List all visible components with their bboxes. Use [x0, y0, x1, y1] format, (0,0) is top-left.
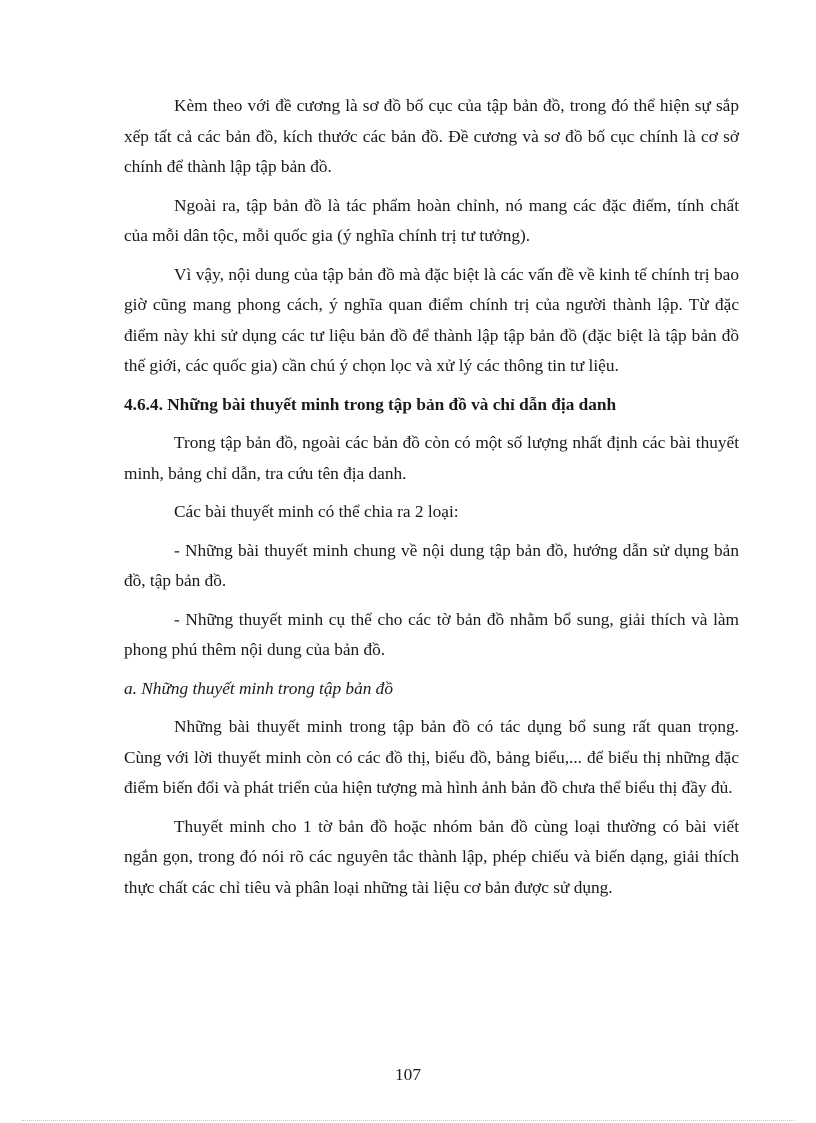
paragraph-two-types: Các bài thuyết minh có thể chia ra 2 loại: [174, 502, 459, 521]
paragraph-explanation-sheet: Thuyết minh cho 1 tờ bản đồ hoặc nhóm bản đồ cùng loại thường có bài viết ngắn gọn, trong đó nói rõ các nguyên tắc thành lập, phép chiếu và biến dạng, giải thích thực chất các chỉ tiêu và phân loại những tài liệu cơ bản được sử dụng. [124, 816, 739, 897]
paragraph-atlas-character: Ngoài ra, tập bản đồ là tác phẩm hoàn chỉnh, nó mang các đặc điểm, tính chất của mỗi dân tộc, mỗi quốc gia (ý nghĩa chính trị tư tưởng). [124, 195, 739, 245]
paragraph-explanation-role: Những bài thuyết minh trong tập bản đồ có tác dụng bổ sung rất quan trọng. Cùng với lời thuyết minh còn có các đồ thị, biểu đồ, bảng biểu,... để biểu thị những đặc điểm biến đổi và phát triển của hiện tượng mà hình ảnh bản đồ chưa thể biểu thị đầy đủ. [124, 717, 739, 797]
list-item-specific: - Những thuyết minh cụ thể cho các tờ bản đồ nhằm bổ sung, giải thích và làm phong phú thêm nội dung của bản đồ. [124, 609, 739, 659]
section-heading: 4.6.4. Những bài thuyết minh trong tập bản đồ và chỉ dẫn địa danh [124, 394, 617, 414]
subsection-heading: a. Những thuyết minh trong tập bản đồ [124, 678, 393, 698]
paragraph-atlas-layout: Kèm theo với đề cương là sơ đồ bố cục của tập bản đồ, trong đó thể hiện sự sắp xếp tất cả các bản đồ, kích thước các bản đồ. Đề cương và sơ đồ bố cục chính là cơ sở chính để thành lập tập bản đồ. [124, 96, 739, 176]
page-number: 107 [395, 1065, 421, 1084]
list-item-general: - Những bài thuyết minh chung về nội dung tập bản đồ, hướng dẫn sử dụng bản đồ, tập bản đồ. [124, 540, 739, 590]
page-bottom-divider [22, 1120, 794, 1121]
body-text [124, 91, 739, 911]
paragraph-political-content: Vì vậy, nội dung của tập bản đồ mà đặc biệt là các vấn đề về kinh tế chính trị bao giờ cũng mang phong cách, ý nghĩa quan điểm chính trị của người thành lập. Từ đặc điểm này khi sử dụng các tư liệu bản đồ để thành lập tập bản đồ (đặc biệt là tập bản đồ thế giới, các quốc gia) cần chú ý chọn lọc và xử lý các thông tin tư liệu. [124, 264, 739, 375]
paragraph-explanations-intro: Trong tập bản đồ, ngoài các bản đồ còn có một số lượng nhất định các bài thuyết minh, bảng chỉ dẫn, tra cứu tên địa danh. [124, 433, 739, 483]
